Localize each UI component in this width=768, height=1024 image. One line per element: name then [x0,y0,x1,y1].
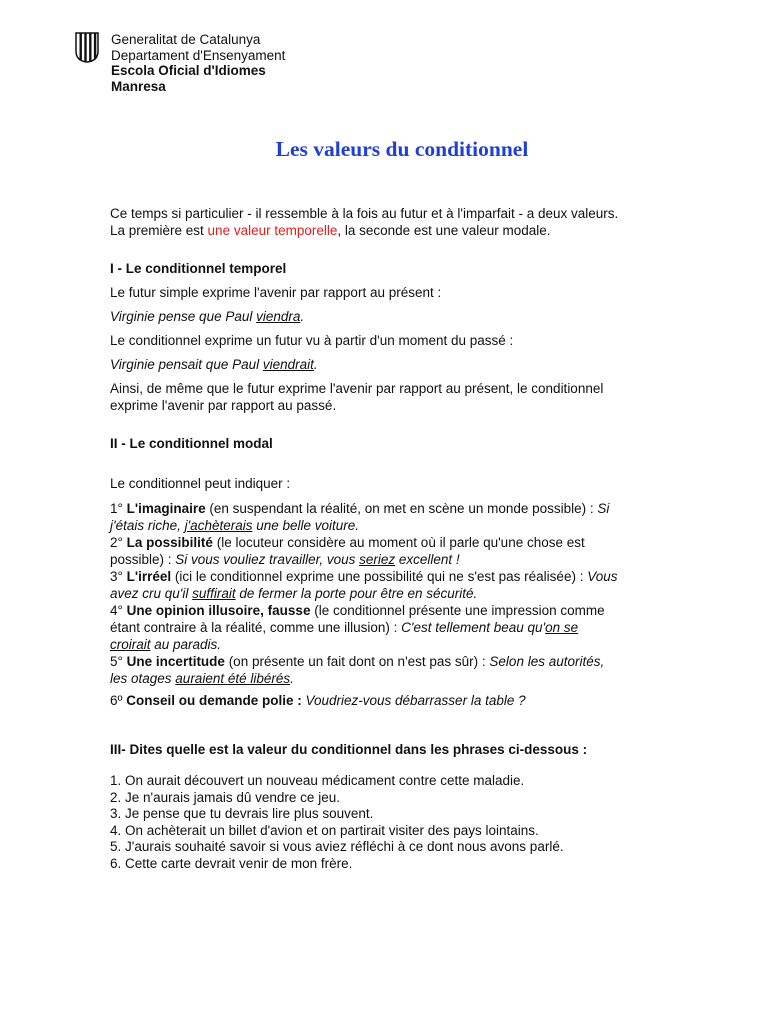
item-number: 5° [110,654,127,669]
item-6 [110,692,710,709]
institution-header [111,32,285,94]
item-example: Si vous vouliez travailler, vous [175,552,360,567]
item-text: (on présente un fait dont on n'est pas sûr) : [224,654,490,669]
header-line-1: Generalitat de Catalunya [111,32,261,47]
item-example: au paradis. [150,637,222,652]
item-example: C'est tellement beau qu' [401,620,546,635]
item-example-underlined: on se [545,620,579,635]
item-example: Voudriez-vous débarrasser la table ? [301,693,526,708]
item-number: 1° [110,501,127,516]
item-5-line-2 [110,670,710,687]
item-text: (en suspendant la réalité, on met en scène un monde possible) : [205,501,598,516]
item-example-underlined: croirait [110,637,151,652]
item-text: (le locuteur considère au moment où il parle qu'une chose est [212,535,585,550]
item-example: Vous [587,569,618,584]
item-example: les otages [110,671,176,686]
section-2-heading: II - Le conditionnel modal [110,436,273,451]
item-1-line-1 [110,500,710,517]
example-underlined: viendrait [262,357,314,372]
item-example: Si [597,501,610,516]
item-term: Une opinion illusoire, fausse [126,603,311,618]
item-4-line-2 [110,619,710,636]
section-1-p3-line-1: Ainsi, de même que le futur exprime l'avenir par rapport au présent, le conditionnel [110,381,604,396]
header-line-4: Manresa [111,78,166,94]
page-title: Les valeurs du conditionnel [275,137,529,161]
item-2-line-1 [110,534,710,551]
list-item: 5. J'aurais souhaité savoir si vous aviez réfléchi à ce dont nous avons parlé. [110,839,564,854]
item-term: La possibilité [126,535,213,550]
item-3-line-2 [110,585,710,602]
item-example-underlined: j'achèterais [184,518,253,533]
example-punct: . [313,357,318,372]
intro-paragraph [110,205,710,239]
item-example: avez cru qu'il [110,586,193,601]
item-number: 2° [110,535,127,550]
list-item: 3. Je pense que tu devrais lire plus souvent. [110,806,374,821]
intro-line-1: Ce temps si particulier - il ressemble à la fois au futur et à l'imparfait - a deux valeurs. [110,206,619,221]
item-example: Selon les autorités, [489,654,605,669]
section-1-p1: Le futur simple exprime l'avenir par rapport au présent : [110,285,442,300]
example-underlined: viendra [256,309,301,324]
list-item: 1. On aurait découvert un nouveau médicament contre cette maladie. [110,773,525,788]
item-example: excellent ! [395,552,460,567]
item-4-line-1 [110,602,710,619]
section-1-example-1 [110,308,710,325]
intro-highlight: une valeur temporelle [207,223,338,238]
catalan-stripes-icon [74,31,100,63]
item-text: étant contraire à la réalité, comme une illusion) : [110,620,402,635]
item-term: L'irréel [126,569,172,584]
section-1-p3 [110,380,710,414]
section-2-p1: Le conditionnel peut indiquer : [110,476,291,491]
section-1-heading: I - Le conditionnel temporel [110,261,287,276]
item-term: L'imaginaire [126,501,206,516]
intro-line-2 [110,222,710,239]
intro-text: La première est [110,223,208,238]
section-1-p3-line-2: exprime l'avenir par rapport au passé. [110,398,337,413]
item-number: 3° [110,569,127,584]
intro-text-end: , la seconde est une valeur modale. [337,223,551,238]
item-text: (ici le conditionnel exprime une possibilité qui ne s'est pas réalisée) : [171,569,588,584]
item-text: possible) : [110,552,176,567]
item-2-line-2 [110,551,710,568]
item-number: 6º [110,693,127,708]
example-text: Virginie pensait que Paul [110,357,263,372]
section-3-heading: III- Dites quelle est la valeur du conditionnel dans les phrases ci-dessous : [110,742,588,757]
item-example-underlined: seriez [359,552,396,567]
item-example-underlined: suffirait [192,586,236,601]
section-2-list [110,500,710,687]
item-term: Conseil ou demande polie : [126,693,302,708]
item-3-line-1 [110,568,710,585]
item-text: (le conditionnel présente une impression comme [310,603,605,618]
list-item: 2. Je n'aurais jamais dû vendre ce jeu. [110,789,340,805]
item-number: 4° [110,603,127,618]
item-example: une belle voiture. [252,518,360,533]
item-term: Une incertitude [126,654,225,669]
example-punct: . [300,309,305,324]
list-item: 6. Cette carte devrait venir de mon frère. [110,855,353,871]
section-1-example-2 [110,356,710,373]
item-example: . [290,671,294,686]
item-example: de fermer la porte pour être en sécurité. [235,586,478,601]
item-5-line-1 [110,653,710,670]
section-1-p2: Le conditionnel exprime un futur vu à partir d'un moment du passé : [110,333,514,348]
item-1-line-2 [110,517,710,534]
header-line-3: Escola Oficial d'Idiomes [111,63,266,78]
example-text: Virginie pense que Paul [110,309,257,324]
list-item: 4. On achèterait un billet d'avion et on partirait visiter des pays lointains. [110,822,539,838]
exercise-list [110,773,710,872]
header-line-2: Departament d'Ensenyament [111,47,286,63]
item-example-underlined: auraient été libérés [175,671,291,686]
item-example: j'étais riche, [110,518,185,533]
item-4-line-3 [110,636,710,653]
